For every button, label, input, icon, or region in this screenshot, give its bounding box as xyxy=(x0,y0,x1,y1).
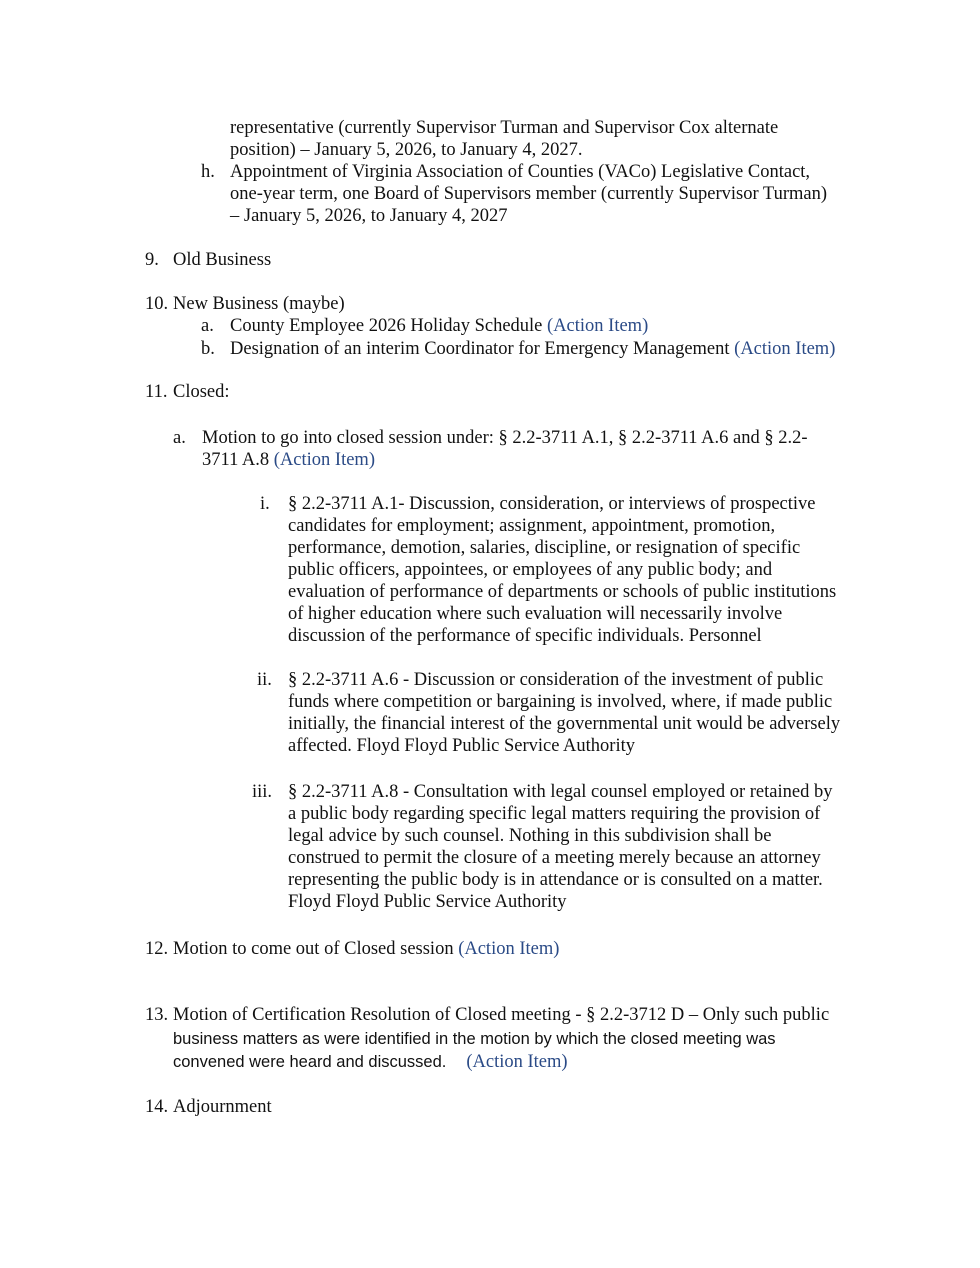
item-11a-i-line-2: candidates for employment; assignment, appointment, promotion, xyxy=(288,516,776,536)
item-11a-action-item: (Action Item) xyxy=(273,450,375,470)
item-11a-marker: a. xyxy=(173,428,186,448)
item-11a-i-line-5: evaluation of performance of departments or schools of public institutions xyxy=(288,582,837,602)
item-9-title: Old Business xyxy=(173,250,272,270)
item-11a-i-line-4: public officers, appointees, or employees of any public body; and xyxy=(288,560,773,580)
item-10-number: 10. xyxy=(145,294,169,314)
item-10b-text: Designation of an interim Coordinator for Emergency Management xyxy=(230,339,730,359)
item-13-line-1: Motion of Certification Resolution of Closed meeting - § 2.2-3712 D – Only such public xyxy=(173,1005,830,1025)
item-11a-i-line-6: of higher education where such evaluation will necessarily involve xyxy=(288,604,783,624)
item-12-text: Motion to come out of Closed session xyxy=(173,939,454,959)
item-10b-action-item: (Action Item) xyxy=(734,339,836,359)
item-11a-iii-line-6: Floyd Floyd Public Service Authority xyxy=(288,892,567,912)
item-11a-ii-line-2: funds where competition or bargaining is involved, where, if made public xyxy=(288,692,833,712)
item-11a-iii-marker: iii. xyxy=(252,782,273,802)
item-11a-ii-line-3: initially, the financial interest of the governmental unit would be adversely xyxy=(288,714,841,734)
item-10a-marker: a. xyxy=(201,316,214,336)
item-11-number: 11. xyxy=(145,382,168,402)
item-8g-line-1: representative (currently Supervisor Turman and Supervisor Cox alternate xyxy=(230,118,779,138)
item-11a-i-line-1: § 2.2-3711 A.1- Discussion, consideration, or interviews of prospective xyxy=(288,494,816,514)
item-14-title: Adjournment xyxy=(173,1097,272,1117)
item-11a-iii-line-1: § 2.2-3711 A.8 - Consultation with legal counsel employed or retained by xyxy=(288,782,833,802)
item-12-action-item: (Action Item) xyxy=(458,939,560,959)
item-13-line-3 xyxy=(173,1051,568,1073)
item-8h-line-3: – January 5, 2026, to January 4, 2027 xyxy=(230,206,508,226)
item-14-number: 14. xyxy=(145,1097,169,1117)
item-11a-line-2-text: 3711 A.8 xyxy=(202,450,270,470)
item-12-number: 12. xyxy=(145,939,169,959)
item-11a-iii-line-3: legal advice by such counsel. Nothing in this subdivision shall be xyxy=(288,826,772,846)
item-13-number: 13. xyxy=(145,1005,169,1025)
item-11a-iii-line-4: construed to permit the closure of a meeting merely because an attorney xyxy=(288,848,821,868)
item-8h-line-2: one-year term, one Board of Supervisors member (currently Supervisor Turman) xyxy=(230,184,827,204)
item-13-line-3-text: convened were heard and discussed. xyxy=(173,1053,447,1071)
item-11a-i-line-7: discussion of the performance of specific individuals. Personnel xyxy=(288,626,762,646)
item-8g-line-2: position) – January 5, 2026, to January 4, 2027. xyxy=(230,140,583,160)
item-8h-marker: h. xyxy=(201,162,215,182)
item-10a-line xyxy=(230,315,648,337)
item-10-title: New Business (maybe) xyxy=(173,294,345,314)
item-11a-ii-marker: ii. xyxy=(257,670,272,690)
item-11a-ii-line-4: affected. Floyd Floyd Public Service Authority xyxy=(288,736,636,756)
item-11a-i-line-3: performance, demotion, salaries, discipline, or resignation of specific xyxy=(288,538,801,558)
item-10b-marker: b. xyxy=(201,339,215,359)
item-10a-action-item: (Action Item) xyxy=(547,316,649,336)
item-8h-line-1: Appointment of Virginia Association of Counties (VACo) Legislative Contact, xyxy=(230,162,811,182)
item-11a-ii-line-1: § 2.2-3711 A.6 - Discussion or consideration of the investment of public xyxy=(288,670,824,690)
item-13-action-item: (Action Item) xyxy=(466,1052,568,1072)
item-11-title: Closed: xyxy=(173,382,230,402)
item-11a-line-1: Motion to go into closed session under: § 2.2-3711 A.1, § 2.2-3711 A.6 and § 2.2- xyxy=(202,428,808,448)
item-12-line xyxy=(173,938,559,960)
item-10b-line xyxy=(230,338,835,360)
item-9-number: 9. xyxy=(145,250,159,270)
item-11a-i-marker: i. xyxy=(260,494,270,514)
item-11a-line-2 xyxy=(202,449,375,471)
item-13-line-2: business matters as were identified in the motion by which the closed meeting was xyxy=(173,1030,776,1048)
item-10a-text: County Employee 2026 Holiday Schedule xyxy=(230,316,543,336)
item-11a-iii-line-5: representing the public body is in attendance or is consulted on a matter. xyxy=(288,870,823,890)
item-11a-iii-line-2: a public body regarding specific legal matters requiring the provision of xyxy=(288,804,821,824)
